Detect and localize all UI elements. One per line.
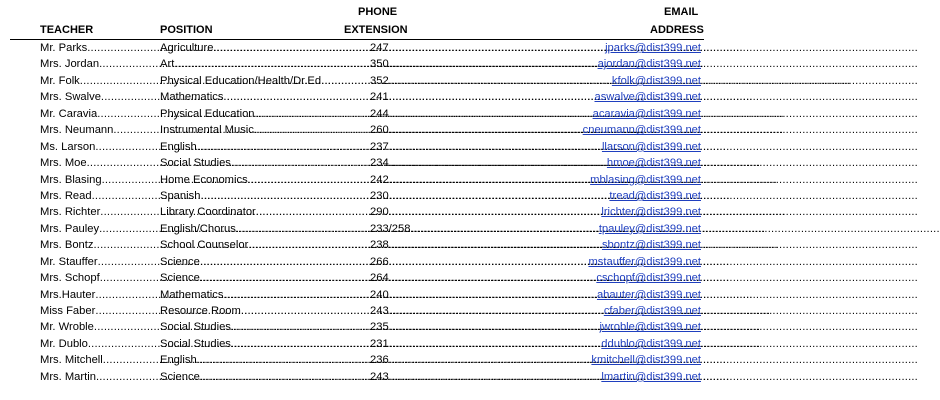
- staff-row: [0, 89, 729, 105]
- staff-row: [0, 237, 729, 253]
- email-cell: [600, 303, 701, 319]
- teacher-name: Miss Faber: [40, 305, 96, 317]
- phone-cell: [370, 139, 600, 155]
- phone-extension: 243: [370, 305, 389, 317]
- email-link[interactable]: ddublo@dist399.net: [601, 337, 701, 350]
- teacher-name: Mr. Parks: [40, 42, 88, 54]
- position-cell: [160, 172, 370, 188]
- phone-cell: [370, 237, 600, 253]
- teacher-cell: [40, 122, 160, 138]
- phone-extension: 243: [370, 370, 389, 383]
- phone-cell: [370, 270, 600, 286]
- phone-cell: [370, 254, 600, 270]
- phone-extension: 242: [370, 173, 389, 186]
- teacher-name: Mrs. Bontz: [40, 239, 94, 252]
- phone-cell: [370, 319, 600, 335]
- teacher-name: Mrs. Jordan: [40, 58, 100, 71]
- teacher-position: Spanish: [160, 189, 201, 202]
- teacher-name: Ms. Larson: [40, 140, 96, 153]
- phone-extension: 266: [370, 255, 389, 268]
- teacher-cell: [40, 270, 160, 286]
- phone-extension: 235: [370, 321, 389, 334]
- position-cell: [160, 369, 370, 385]
- email-cell: [600, 204, 701, 220]
- staff-row: [0, 369, 729, 385]
- teacher-name: Mrs. Swalve: [40, 91, 101, 104]
- position-cell: [160, 303, 370, 319]
- email-cell: [600, 188, 701, 204]
- email-cell: [600, 319, 701, 335]
- teacher-position: Resource Room: [160, 305, 241, 317]
- phone-cell: [370, 172, 600, 188]
- email-link[interactable]: kfolk@dist399.net: [611, 74, 701, 87]
- teacher-name: Mrs. Read: [40, 189, 92, 202]
- teacher-position: Art: [160, 58, 175, 71]
- teacher-cell: [40, 319, 160, 335]
- email-link[interactable]: lrichter@dist399.net: [601, 206, 701, 219]
- teacher-name: Mr. Dublo: [40, 337, 88, 350]
- phone-cell: [370, 204, 600, 220]
- teacher-cell: [40, 155, 160, 171]
- phone-cell: [370, 106, 600, 122]
- phone-extension: 231: [370, 337, 389, 350]
- email-cell: [596, 287, 701, 303]
- email-link[interactable]: mblasing@dist399.net: [590, 173, 701, 186]
- position-cell: [160, 237, 370, 253]
- email-column-header-line1: EMAIL: [664, 6, 699, 18]
- phone-extension: 233/258: [370, 222, 411, 235]
- position-cell: [160, 89, 370, 105]
- staff-row: [0, 287, 729, 303]
- phone-cell: [370, 287, 600, 303]
- teacher-position: Social Studies: [160, 157, 231, 170]
- phone-extension: 260: [370, 124, 389, 137]
- teacher-name: Mr. Stauffer: [40, 255, 98, 268]
- phone-cell: [370, 221, 600, 237]
- phone-cell: [370, 369, 600, 385]
- phone-extension: 240: [370, 288, 389, 301]
- email-cell: [588, 254, 701, 270]
- teacher-position: Science: [160, 370, 200, 383]
- email-link[interactable]: jparks@dist399.net: [605, 42, 701, 54]
- teacher-cell: [40, 73, 160, 89]
- teacher-cell: [40, 369, 160, 385]
- email-link[interactable]: acaravia@dist399.net: [592, 107, 701, 120]
- phone-extension: 247: [370, 42, 389, 54]
- teacher-cell: [40, 287, 160, 303]
- staff-row: [0, 204, 729, 220]
- email-link[interactable]: mstauffer@dist399.net: [588, 255, 701, 268]
- position-cell: [160, 188, 370, 204]
- email-link[interactable]: lmartin@dist399.net: [601, 370, 701, 383]
- teacher-position: Mathematics: [160, 91, 224, 104]
- email-cell: [592, 106, 701, 122]
- teacher-position: Physical Education: [160, 107, 255, 120]
- teacher-cell: [40, 237, 160, 253]
- position-cell: [160, 254, 370, 270]
- teacher-cell: [40, 172, 160, 188]
- email-link[interactable]: ajordan@dist399.net: [597, 58, 701, 71]
- email-cell: [600, 139, 701, 155]
- phone-cell: [370, 89, 600, 105]
- teacher-column-header: TEACHER: [40, 24, 94, 36]
- position-cell: [160, 352, 370, 368]
- email-cell: [597, 56, 701, 72]
- teacher-name: Mrs.Hauter: [40, 288, 96, 301]
- teacher-position: English: [160, 354, 197, 367]
- email-link[interactable]: aswalve@dist399.net: [594, 91, 701, 104]
- email-cell: [582, 122, 701, 138]
- staff-row: [0, 319, 729, 335]
- email-cell: [590, 172, 701, 188]
- email-cell: [591, 352, 701, 368]
- position-cell: [160, 319, 370, 335]
- email-link[interactable]: sbontz@dist399.net: [601, 239, 701, 252]
- phone-cell: [370, 56, 600, 72]
- teacher-position: Agriculture: [160, 42, 214, 54]
- phone-extension: 241: [370, 91, 389, 104]
- teacher-name: Mrs. Mitchell: [40, 354, 103, 367]
- phone-column-header-line2: EXTENSION: [344, 24, 408, 36]
- teacher-name: Mrs. Blasing: [40, 173, 102, 186]
- staff-row: [0, 270, 729, 286]
- phone-extension: 244: [370, 107, 389, 120]
- position-cell: [160, 336, 370, 352]
- phone-extension: 230: [370, 189, 389, 202]
- staff-row: [0, 122, 729, 138]
- staff-row: [0, 155, 729, 171]
- phone-cell: [370, 40, 600, 56]
- directory-header: [0, 0, 729, 40]
- teacher-name: Mrs. Martin: [40, 370, 96, 383]
- email-link[interactable]: tread@dist399.net: [609, 189, 701, 202]
- email-cell: [600, 73, 701, 89]
- position-cell: [160, 270, 370, 286]
- phone-column-header-line1: PHONE: [358, 6, 398, 18]
- teacher-cell: [40, 303, 160, 319]
- teacher-cell: [40, 40, 160, 56]
- phone-cell: [370, 336, 600, 352]
- teacher-name: Mrs. Moe: [40, 157, 87, 170]
- teacher-position: School Counselor: [160, 239, 249, 252]
- phone-cell: [370, 303, 600, 319]
- staff-row: [0, 73, 729, 89]
- position-cell: [160, 221, 370, 237]
- teacher-position: Instrumental Music: [160, 124, 254, 137]
- email-link[interactable]: hmoe@dist399.net: [606, 157, 701, 170]
- email-cell: [596, 270, 701, 286]
- teacher-cell: [40, 221, 160, 237]
- position-cell: [160, 287, 370, 303]
- position-column-header: POSITION: [160, 24, 213, 36]
- position-cell: [160, 204, 370, 220]
- teacher-position: English: [160, 140, 197, 153]
- position-cell: [160, 155, 370, 171]
- email-link[interactable]: cschopf@dist399.net: [596, 272, 701, 285]
- phone-extension: 236: [370, 354, 389, 367]
- email-link[interactable]: kmitchell@dist399.net: [591, 354, 701, 367]
- phone-cell: [370, 188, 600, 204]
- position-cell: [160, 122, 370, 138]
- position-cell: [160, 73, 370, 89]
- email-link[interactable]: ahauter@dist399.net: [596, 288, 701, 301]
- teacher-name: Mrs. Schopf: [40, 272, 100, 285]
- teacher-cell: [40, 106, 160, 122]
- email-cell: [600, 336, 701, 352]
- teacher-name: Mrs. Neumann: [40, 124, 114, 137]
- phone-extension: 264: [370, 272, 389, 285]
- teacher-name: Mr. Folk: [40, 74, 80, 87]
- staff-row: [0, 56, 729, 72]
- email-link[interactable]: cfaber@dist399.net: [603, 305, 701, 317]
- position-cell: [160, 106, 370, 122]
- email-column-header-line2: ADDRESS: [650, 24, 704, 36]
- phone-cell: [370, 73, 600, 89]
- position-cell: [160, 139, 370, 155]
- phone-extension: 238: [370, 239, 389, 252]
- teacher-name: Mr. Caravia: [40, 107, 98, 120]
- teacher-cell: [40, 336, 160, 352]
- teacher-cell: [40, 352, 160, 368]
- email-cell: [594, 89, 701, 105]
- staff-row: [0, 352, 729, 368]
- teacher-position: Mathematics: [160, 288, 224, 301]
- email-link[interactable]: cneumann@dist399.net: [582, 124, 701, 137]
- teacher-cell: [40, 188, 160, 204]
- position-cell: [160, 56, 370, 72]
- staff-directory-list: [0, 40, 729, 385]
- phone-extension: 237: [370, 140, 389, 153]
- teacher-position: Science: [160, 272, 200, 285]
- teacher-name: Mrs. Richter: [40, 206, 101, 219]
- teacher-position: English/Chorus: [160, 222, 236, 235]
- email-cell: [600, 369, 701, 385]
- phone-extension: 290: [370, 206, 389, 219]
- phone-cell: [370, 352, 600, 368]
- teacher-cell: [40, 56, 160, 72]
- staff-row: [0, 40, 729, 56]
- email-cell: [600, 155, 701, 171]
- staff-row: [0, 188, 729, 204]
- phone-cell: [370, 155, 600, 171]
- email-cell: [600, 237, 701, 253]
- teacher-name: Mr. Wroble: [40, 321, 94, 334]
- phone-extension: 352: [370, 74, 389, 87]
- phone-cell: [370, 122, 600, 138]
- staff-row: [0, 303, 729, 319]
- teacher-position: Science: [160, 255, 200, 268]
- staff-row: [0, 172, 729, 188]
- teacher-cell: [40, 254, 160, 270]
- teacher-cell: [40, 89, 160, 105]
- email-link[interactable]: llarson@dist399.net: [601, 140, 701, 153]
- teacher-position: Library Coordinator: [160, 206, 256, 219]
- staff-row: [0, 254, 729, 270]
- teacher-name: Mrs. Pauley: [40, 222, 100, 235]
- teacher-position: Physical Education/Health/Dr.Ed: [160, 74, 322, 87]
- email-cell: [600, 221, 701, 237]
- staff-row: [0, 139, 729, 155]
- staff-row: [0, 336, 729, 352]
- phone-extension: 350: [370, 58, 389, 71]
- teacher-cell: [40, 204, 160, 220]
- email-link[interactable]: jwroble@dist399.net: [599, 321, 701, 334]
- email-link[interactable]: tpauley@dist399.net: [598, 222, 701, 235]
- teacher-position: Social Studies: [160, 337, 231, 350]
- teacher-cell: [40, 139, 160, 155]
- staff-row: [0, 106, 729, 122]
- email-cell: [600, 40, 701, 56]
- staff-row: [0, 221, 729, 237]
- teacher-position: Social Studies: [160, 321, 231, 334]
- phone-extension: 234: [370, 157, 389, 170]
- teacher-position: Home Economics: [160, 173, 248, 186]
- position-cell: [160, 40, 370, 56]
